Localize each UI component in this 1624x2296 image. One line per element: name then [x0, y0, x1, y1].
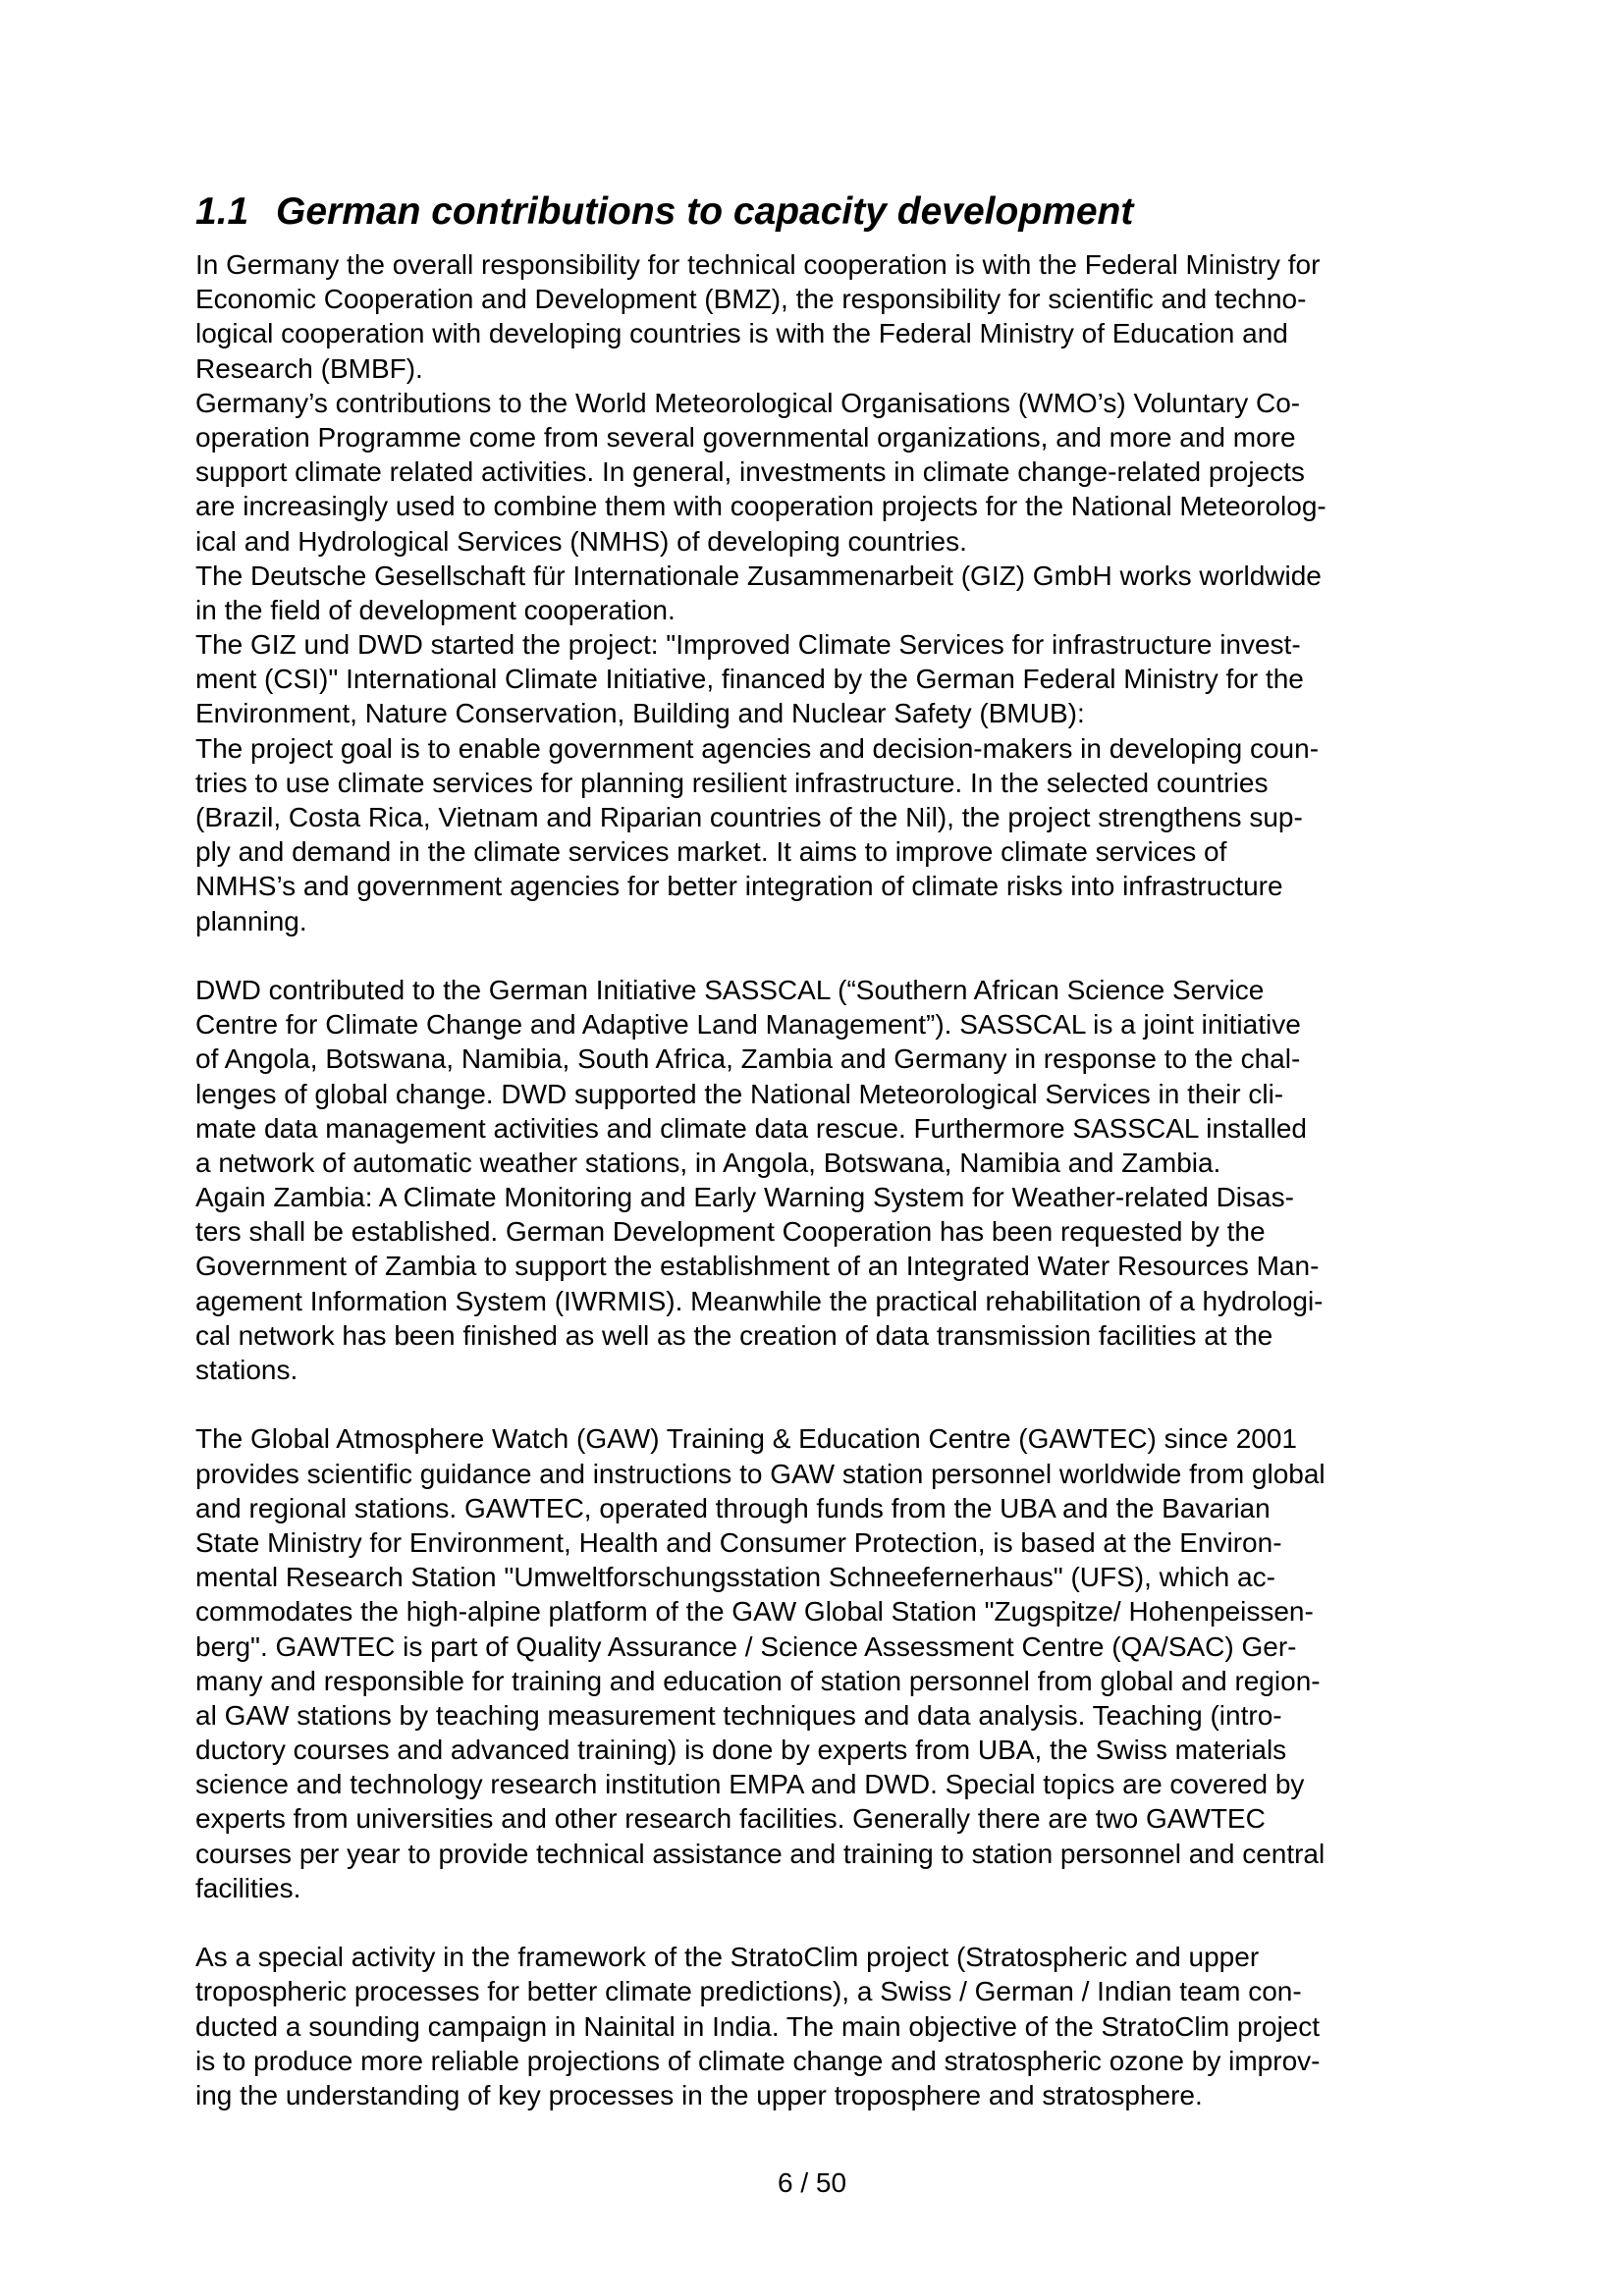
text-line: Environment, Nature Conservation, Building and Nuclear Safety (BMUB): — [195, 698, 1085, 729]
text-line: Government of Zambia to support the establishment of an Integrated Water Resources Man- — [195, 1251, 1320, 1282]
text-line: tries to use climate services for planning resilient infrastructure. In the selected countries — [195, 767, 1269, 798]
paragraph-gap — [195, 1905, 1452, 1940]
text-line: The Deutsche Gesellschaft für Internationale Zusammenarbeit (GIZ) GmbH works worldwide — [195, 560, 1322, 591]
text-line: ductory courses and advanced training) is done by experts from UBA, the Swiss materials — [195, 1735, 1287, 1766]
text-line: stations. — [195, 1355, 298, 1385]
text-line: many and responsible for training and education of station personnel from global and region- — [195, 1665, 1321, 1696]
text-line: Centre for Climate Change and Adaptive Land Management”). SASSCAL is a joint initiative — [195, 1009, 1301, 1041]
page-number: 6 / 50 — [777, 2167, 847, 2198]
text-line: mate data management activities and climate data rescue. Furthermore SASSCAL installed — [195, 1112, 1307, 1144]
text-line: Research (BMBF). — [195, 352, 423, 384]
text-line: NMHS’s and government agencies for better integration of climate risks into infrastructure — [195, 871, 1283, 902]
text-line: ment (CSI)" International Climate Initiative, financed by the German Federal Ministry for the — [195, 664, 1304, 695]
text-line: Economic Cooperation and Development (BMZ), the responsibility for scientific and techno- — [195, 284, 1307, 315]
text-line: al GAW stations by teaching measurement techniques and data analysis. Teaching (intro- — [195, 1699, 1282, 1731]
text-line: berg". GAWTEC is part of Quality Assurance / Science Assessment Centre (QA/SAC) Ger- — [195, 1630, 1297, 1662]
text-line: logical cooperation with developing countries is with the Federal Ministry of Education and — [195, 318, 1288, 349]
text-line: experts from universities and other research facilities. Generally there are two GAWTEC — [195, 1803, 1266, 1835]
paragraph-gap — [195, 938, 1452, 973]
text-line: mental Research Station "Umweltforschungsstation Schneefernerhaus" (UFS), which ac- — [195, 1562, 1275, 1593]
text-line: agement Information System (IWRMIS). Meanwhile the practical rehabilitation of a hydrologi- — [195, 1285, 1324, 1316]
body-text — [195, 247, 1452, 2112]
text-line: Again Zambia: A Climate Monitoring and Early Warning System for Weather-related Disas- — [195, 1182, 1294, 1213]
text-line: (Brazil, Costa Rica, Vietnam and Riparian countries of the Nil), the project strengthens sup- — [195, 802, 1303, 832]
text-line: operation Programme come from several governmental organizations, and more and more — [195, 421, 1296, 453]
section-number: 1.1 — [195, 190, 249, 233]
text-line: commodates the high-alpine platform of the GAW Global Station "Zugspitze/ Hohenpeissen- — [195, 1596, 1314, 1628]
section-heading — [195, 188, 1472, 236]
text-line: of Angola, Botswana, Namibia, South Africa, Zambia and Germany in response to the chal- — [195, 1043, 1301, 1075]
text-line: facilities. — [195, 1872, 301, 1903]
text-line: support climate related activities. In general, investments in climate change-related projects — [195, 456, 1305, 488]
text-line: Germany’s contributions to the World Meteorological Organisations (WMO’s) Voluntary Co- — [195, 387, 1301, 418]
text-line: ters shall be established. German Development Cooperation has been requested by the — [195, 1216, 1266, 1248]
text-line: planning. — [195, 905, 307, 936]
text-line: ing the understanding of key processes in the upper troposphere and stratosphere. — [195, 2079, 1203, 2110]
text-line: The project goal is to enable government agencies and decision-makers in developing coun- — [195, 732, 1320, 764]
text-line: ply and demand in the climate services market. It aims to improve climate services of — [195, 836, 1227, 868]
text-line: ical and Hydrological Services (NMHS) of developing countries. — [195, 525, 967, 557]
text-line: As a special activity in the framework of the StratoClim project (Stratospheric and upper — [195, 1942, 1260, 1973]
text-line: The Global Atmosphere Watch (GAW) Training & Education Centre (GAWTEC) since 2001 — [195, 1423, 1297, 1455]
text-line: courses per year to provide technical assistance and training to station personnel and central — [195, 1838, 1326, 1869]
text-line: ducted a sounding campaign in Nainital in India. The main objective of the StratoClim project — [195, 2010, 1321, 2042]
text-line: is to produce more reliable projections of climate change and stratospheric ozone by improv- — [195, 2045, 1321, 2076]
text-line: The GIZ und DWD started the project: "Improved Climate Services for infrastructure invest- — [195, 629, 1301, 661]
text-line: cal network has been finished as well as the creation of data transmission facilities at the — [195, 1319, 1273, 1351]
text-line: lenges of global change. DWD supported the National Meteorological Services in their cli- — [195, 1078, 1284, 1109]
text-line: State Ministry for Environment, Health and Consumer Protection, is based at the Environ- — [195, 1526, 1282, 1558]
text-line: In Germany the overall responsibility for technical cooperation is with the Federal Ministry for — [195, 249, 1321, 280]
section-title: German contributions to capacity development — [276, 190, 1134, 233]
text-line: are increasingly used to combine them with cooperation projects for the National Meteorolog- — [195, 491, 1326, 522]
text-line: and regional stations. GAWTEC, operated through funds from the UBA and the Bavarian — [195, 1492, 1271, 1523]
text-line: provides scientific guidance and instructions to GAW station personnel worldwide from global — [195, 1458, 1326, 1489]
text-line: a network of automatic weather stations, in Angola, Botswana, Namibia and Zambia. — [195, 1147, 1221, 1178]
text-line: tropospheric processes for better climate predictions), a Swiss / German / Indian team con- — [195, 1976, 1302, 2007]
paragraph-gap — [195, 1387, 1452, 1421]
text-line: DWD contributed to the German Initiative SASSCAL (“Southern African Science Service — [195, 974, 1265, 1005]
text-line: in the field of development cooperation. — [195, 594, 676, 625]
text-line: science and technology research institution EMPA and DWD. Special topics are covered by — [195, 1769, 1305, 1800]
